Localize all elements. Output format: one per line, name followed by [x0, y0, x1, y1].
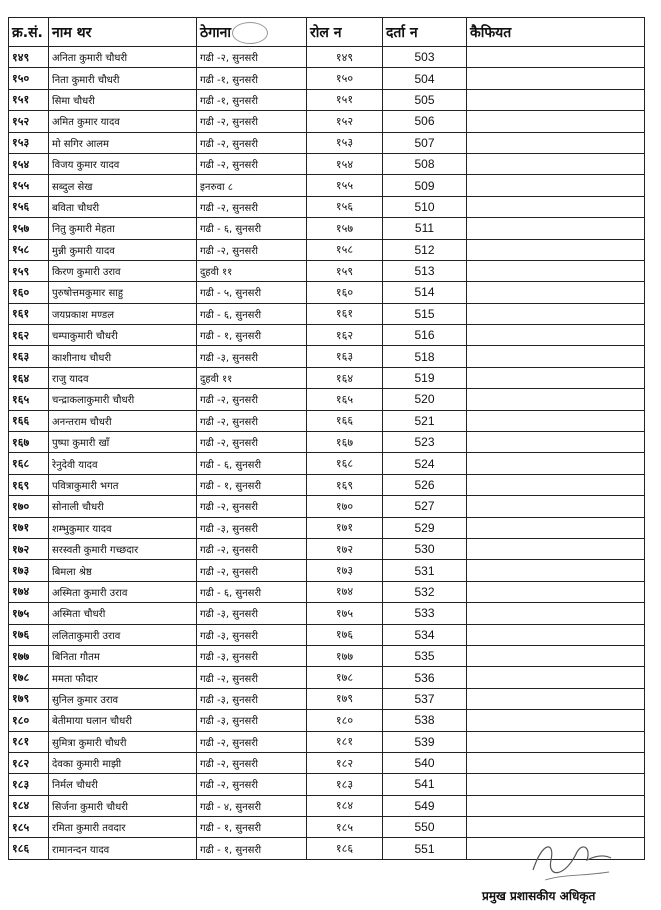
- table-header: [9, 18, 645, 47]
- name-cell: बिमला श्रेष्ठ: [49, 560, 197, 581]
- remarks-cell: [467, 603, 645, 624]
- remarks-cell: [467, 389, 645, 410]
- roll-cell: १७१: [307, 517, 383, 538]
- serial-cell: १५६: [9, 196, 49, 217]
- registration-cell: 549: [383, 795, 467, 816]
- remarks-cell: [467, 218, 645, 239]
- remarks-cell: [467, 410, 645, 431]
- serial-cell: १५४: [9, 153, 49, 174]
- signature-scribble: [525, 830, 615, 885]
- address-cell: गढी - १, सुनसरी: [197, 325, 307, 346]
- table-row: [9, 389, 645, 410]
- roll-cell: १६६: [307, 410, 383, 431]
- registration-cell: 550: [383, 817, 467, 838]
- table-row: [9, 68, 645, 89]
- registration-cell: 504: [383, 68, 467, 89]
- serial-cell: १५०: [9, 68, 49, 89]
- address-cell: गढी - ५, सुनसरी: [197, 282, 307, 303]
- name-cell: काशीनाथ चौधरी: [49, 346, 197, 367]
- remarks-cell: [467, 89, 645, 110]
- roll-cell: १७४: [307, 581, 383, 602]
- serial-cell: १६७: [9, 432, 49, 453]
- serial-cell: १५५: [9, 175, 49, 196]
- address-cell: गढी -२, सुनसरी: [197, 389, 307, 410]
- header-row: [9, 18, 645, 47]
- serial-cell: १८३: [9, 774, 49, 795]
- roll-header: रोल न: [307, 18, 383, 47]
- table-row: [9, 260, 645, 281]
- table-row: [9, 175, 645, 196]
- registration-cell: 521: [383, 410, 467, 431]
- remarks-cell: [467, 367, 645, 388]
- registration-cell: 538: [383, 710, 467, 731]
- address-cell: गढी - ६, सुनसरी: [197, 218, 307, 239]
- roll-cell: १६२: [307, 325, 383, 346]
- remarks-cell: [467, 303, 645, 324]
- roll-cell: १४९: [307, 47, 383, 68]
- serial-cell: १५३: [9, 132, 49, 153]
- registration-cell: 516: [383, 325, 467, 346]
- serial-cell: १७१: [9, 517, 49, 538]
- table-row: [9, 196, 645, 217]
- remarks-cell: [467, 517, 645, 538]
- name-cell: अस्मिता चौधरी: [49, 603, 197, 624]
- address-cell: इनरुवा ८: [197, 175, 307, 196]
- serial-cell: १८६: [9, 838, 49, 859]
- registration-cell: 514: [383, 282, 467, 303]
- serial-cell: १६३: [9, 346, 49, 367]
- serial-cell: १५७: [9, 218, 49, 239]
- remarks-cell: [467, 239, 645, 260]
- name-cell: रामानन्दन यादव: [49, 838, 197, 859]
- roll-cell: १८१: [307, 731, 383, 752]
- roll-cell: १५६: [307, 196, 383, 217]
- table-row: [9, 667, 645, 688]
- registration-cell: 529: [383, 517, 467, 538]
- remarks-cell: [467, 325, 645, 346]
- table-row: [9, 453, 645, 474]
- name-cell: देवका कुमारी माझी: [49, 752, 197, 773]
- serial-cell: १६१: [9, 303, 49, 324]
- address-cell: गढी -२, सुनसरी: [197, 560, 307, 581]
- registration-cell: 513: [383, 260, 467, 281]
- name-cell: पुरुषोत्तमकुमार साहु: [49, 282, 197, 303]
- table-row: [9, 624, 645, 645]
- table-row: [9, 560, 645, 581]
- serial-cell: १७६: [9, 624, 49, 645]
- address-cell: गढी -३, सुनसरी: [197, 710, 307, 731]
- roll-cell: १७५: [307, 603, 383, 624]
- remarks-cell: [467, 581, 645, 602]
- roll-cell: १७९: [307, 688, 383, 709]
- registration-cell: 520: [383, 389, 467, 410]
- address-cell: गढी -२, सुनसरी: [197, 538, 307, 559]
- remarks-cell: [467, 153, 645, 174]
- table-row: [9, 731, 645, 752]
- registration-cell: 533: [383, 603, 467, 624]
- roll-cell: १६०: [307, 282, 383, 303]
- address-cell: गढी - १, सुनसरी: [197, 474, 307, 495]
- registration-cell: 535: [383, 645, 467, 666]
- roll-cell: १६१: [307, 303, 383, 324]
- remarks-cell: [467, 795, 645, 816]
- roll-cell: १५४: [307, 153, 383, 174]
- roll-cell: १५०: [307, 68, 383, 89]
- roll-cell: १५७: [307, 218, 383, 239]
- serial-cell: १७२: [9, 538, 49, 559]
- name-cell: रमिता कुमारी तवदार: [49, 817, 197, 838]
- address-cell: गढी -२, सुनसरी: [197, 752, 307, 773]
- name-header: नाम थर: [49, 18, 197, 47]
- table-row: [9, 432, 645, 453]
- registration-cell: 509: [383, 175, 467, 196]
- registration-cell: 519: [383, 367, 467, 388]
- remarks-cell: [467, 667, 645, 688]
- table-row: [9, 517, 645, 538]
- address-cell: गढी -२, सुनसरी: [197, 432, 307, 453]
- roll-cell: १६८: [307, 453, 383, 474]
- serial-cell: १८४: [9, 795, 49, 816]
- registration-cell: 527: [383, 496, 467, 517]
- remarks-cell: [467, 175, 645, 196]
- address-cell: गढी -२, सुनसरी: [197, 496, 307, 517]
- registration-cell: 523: [383, 432, 467, 453]
- serial-cell: १७५: [9, 603, 49, 624]
- signature-caption: प्रमुख प्रशासकीय अधिकृत: [482, 889, 596, 903]
- serial-cell: १७८: [9, 667, 49, 688]
- roll-cell: १५९: [307, 260, 383, 281]
- table-row: [9, 538, 645, 559]
- registration-cell: 536: [383, 667, 467, 688]
- candidate-table: [8, 17, 645, 860]
- address-cell: गढी -२, सुनसरी: [197, 196, 307, 217]
- roll-cell: १५५: [307, 175, 383, 196]
- address-cell: गढी -२, सुनसरी: [197, 47, 307, 68]
- table-row: [9, 153, 645, 174]
- table-row: [9, 581, 645, 602]
- name-cell: मो सगिर आलम: [49, 132, 197, 153]
- name-cell: सुनिल कुमार उराव: [49, 688, 197, 709]
- remarks-cell: [467, 260, 645, 281]
- remarks-cell: [467, 346, 645, 367]
- name-cell: ममता फौदार: [49, 667, 197, 688]
- address-cell: गढी -३, सुनसरी: [197, 645, 307, 666]
- address-cell: गढी -२, सुनसरी: [197, 774, 307, 795]
- serial-cell: १८५: [9, 817, 49, 838]
- roll-cell: १७६: [307, 624, 383, 645]
- registration-cell: 506: [383, 111, 467, 132]
- name-cell: सरस्वती कुमारी गच्छदार: [49, 538, 197, 559]
- serial-cell: १७४: [9, 581, 49, 602]
- roll-cell: १८४: [307, 795, 383, 816]
- serial-cell: १८०: [9, 710, 49, 731]
- table-row: [9, 111, 645, 132]
- name-cell: बविता चौधरी: [49, 196, 197, 217]
- address-cell: गढी -३, सुनसरी: [197, 517, 307, 538]
- roll-cell: १६७: [307, 432, 383, 453]
- address-cell: गढी -२, सुनसरी: [197, 239, 307, 260]
- registration-cell: 539: [383, 731, 467, 752]
- roll-cell: १८५: [307, 817, 383, 838]
- registration-cell: 534: [383, 624, 467, 645]
- registration-cell: 531: [383, 560, 467, 581]
- registration-cell: 551: [383, 838, 467, 859]
- serial-cell: १६६: [9, 410, 49, 431]
- roll-cell: १६३: [307, 346, 383, 367]
- address-cell: गढी - ६, सुनसरी: [197, 303, 307, 324]
- serial-cell: १७९: [9, 688, 49, 709]
- roll-cell: १७८: [307, 667, 383, 688]
- remarks-cell: [467, 538, 645, 559]
- serial-cell: १८१: [9, 731, 49, 752]
- table-row: [9, 710, 645, 731]
- remarks-cell: [467, 560, 645, 581]
- serial-cell: १६५: [9, 389, 49, 410]
- registration-cell: 512: [383, 239, 467, 260]
- address-cell: गढी - ६, सुनसरी: [197, 453, 307, 474]
- table-row: [9, 645, 645, 666]
- registration-cell: 541: [383, 774, 467, 795]
- serial-cell: १६०: [9, 282, 49, 303]
- remarks-cell: [467, 68, 645, 89]
- name-cell: जयप्रकाश मण्डल: [49, 303, 197, 324]
- name-cell: सिर्जना कुमारी चौधरी: [49, 795, 197, 816]
- serial-cell: १६८: [9, 453, 49, 474]
- remarks-cell: [467, 474, 645, 495]
- address-cell: गढी -१, सुनसरी: [197, 89, 307, 110]
- table-row: [9, 367, 645, 388]
- address-cell: गढी -३, सुनसरी: [197, 624, 307, 645]
- name-cell: निर्मल चौधरी: [49, 774, 197, 795]
- name-cell: अमित कुमार यादव: [49, 111, 197, 132]
- name-cell: ललिताकुमारी उराव: [49, 624, 197, 645]
- serial-cell: १७०: [9, 496, 49, 517]
- address-cell: गढी -१, सुनसरी: [197, 68, 307, 89]
- table-row: [9, 474, 645, 495]
- roll-cell: १५८: [307, 239, 383, 260]
- name-cell: सब्दुल सेख: [49, 175, 197, 196]
- table-row: [9, 47, 645, 68]
- table-row: [9, 346, 645, 367]
- roll-cell: १८२: [307, 752, 383, 773]
- remarks-cell: [467, 432, 645, 453]
- address-cell: गढी -३, सुनसरी: [197, 688, 307, 709]
- roll-cell: १८६: [307, 838, 383, 859]
- registration-cell: 537: [383, 688, 467, 709]
- table-row: [9, 752, 645, 773]
- address-cell: गढी -२, सुनसरी: [197, 111, 307, 132]
- remarks-cell: [467, 774, 645, 795]
- remarks-cell: [467, 710, 645, 731]
- address-cell: दुहवी ११: [197, 260, 307, 281]
- roll-cell: १६५: [307, 389, 383, 410]
- registration-cell: 518: [383, 346, 467, 367]
- address-cell: गढी -२, सुनसरी: [197, 731, 307, 752]
- name-cell: बिनिता गौतम: [49, 645, 197, 666]
- name-cell: अनिता कुमारी चौधरी: [49, 47, 197, 68]
- roll-cell: १७७: [307, 645, 383, 666]
- remarks-cell: [467, 496, 645, 517]
- table-row: [9, 496, 645, 517]
- name-cell: विजय कुमार यादव: [49, 153, 197, 174]
- table-row: [9, 603, 645, 624]
- table-row: [9, 218, 645, 239]
- table-row: [9, 410, 645, 431]
- registration-cell: 511: [383, 218, 467, 239]
- remarks-cell: [467, 111, 645, 132]
- table-row: [9, 132, 645, 153]
- address-cell: गढी -२, सुनसरी: [197, 153, 307, 174]
- registration-cell: 510: [383, 196, 467, 217]
- table-row: [9, 89, 645, 110]
- name-cell: चन्द्राकलाकुमारी चौधरी: [49, 389, 197, 410]
- name-cell: सुमित्रा कुमारी चौधरी: [49, 731, 197, 752]
- document-sheet: [8, 17, 644, 860]
- serial-cell: १७३: [9, 560, 49, 581]
- table-row: [9, 325, 645, 346]
- address-cell: गढी -३, सुनसरी: [197, 346, 307, 367]
- remarks-cell: [467, 752, 645, 773]
- serial-cell: १६९: [9, 474, 49, 495]
- name-cell: मुन्नी कुमारी यादव: [49, 239, 197, 260]
- name-cell: पवित्राकुमारी भगत: [49, 474, 197, 495]
- registration-cell: 532: [383, 581, 467, 602]
- serial-cell: १६४: [9, 367, 49, 388]
- roll-cell: १६४: [307, 367, 383, 388]
- remarks-header: कैफियत: [467, 18, 645, 47]
- roll-cell: १५१: [307, 89, 383, 110]
- registration-cell: 540: [383, 752, 467, 773]
- roll-cell: १६९: [307, 474, 383, 495]
- address-cell: गढी - ६, सुनसरी: [197, 581, 307, 602]
- serial-cell: १५१: [9, 89, 49, 110]
- address-header: ठेगाना: [197, 18, 307, 47]
- roll-cell: १५३: [307, 132, 383, 153]
- name-cell: चम्पाकुमारी चौधरी: [49, 325, 197, 346]
- table-row: [9, 282, 645, 303]
- name-cell: राजु यादव: [49, 367, 197, 388]
- registration-cell: 515: [383, 303, 467, 324]
- registration-cell: 505: [383, 89, 467, 110]
- table-body: [9, 47, 645, 860]
- address-cell: गढी -३, सुनसरी: [197, 603, 307, 624]
- serial-cell: १५२: [9, 111, 49, 132]
- table-row: [9, 688, 645, 709]
- registration-cell: 530: [383, 538, 467, 559]
- name-cell: पुष्पा कुमारी खाँ: [49, 432, 197, 453]
- name-cell: अनन्तराम चौधरी: [49, 410, 197, 431]
- remarks-cell: [467, 453, 645, 474]
- registration-cell: 524: [383, 453, 467, 474]
- remarks-cell: [467, 196, 645, 217]
- roll-cell: १७३: [307, 560, 383, 581]
- table-row: [9, 303, 645, 324]
- serial-cell: १४९: [9, 47, 49, 68]
- stamp-mark: [232, 22, 268, 44]
- table-row: [9, 239, 645, 260]
- roll-cell: १७०: [307, 496, 383, 517]
- serial-header: क्र.सं.: [9, 18, 49, 47]
- address-cell: गढी -२, सुनसरी: [197, 132, 307, 153]
- name-cell: सोनाली चौधरी: [49, 496, 197, 517]
- name-cell: शम्भुकुमार यादव: [49, 517, 197, 538]
- registration-cell: 507: [383, 132, 467, 153]
- roll-cell: १५२: [307, 111, 383, 132]
- name-cell: निता कुमारी चौधरी: [49, 68, 197, 89]
- roll-cell: १७२: [307, 538, 383, 559]
- remarks-cell: [467, 624, 645, 645]
- registration-cell: 526: [383, 474, 467, 495]
- table-row: [9, 795, 645, 816]
- roll-cell: १८३: [307, 774, 383, 795]
- remarks-cell: [467, 47, 645, 68]
- remarks-cell: [467, 132, 645, 153]
- serial-cell: १५८: [9, 239, 49, 260]
- name-cell: बेतीमाया घलान चौधरी: [49, 710, 197, 731]
- remarks-cell: [467, 731, 645, 752]
- remarks-cell: [467, 688, 645, 709]
- serial-cell: १६२: [9, 325, 49, 346]
- serial-cell: १५९: [9, 260, 49, 281]
- registration-cell: 508: [383, 153, 467, 174]
- name-cell: नितु कुमारी मेहता: [49, 218, 197, 239]
- serial-cell: १८२: [9, 752, 49, 773]
- address-cell: गढी - ४, सुनसरी: [197, 795, 307, 816]
- address-cell: गढी - १, सुनसरी: [197, 838, 307, 859]
- address-cell: दुहवी ११: [197, 367, 307, 388]
- registration-header: दर्ता न: [383, 18, 467, 47]
- remarks-cell: [467, 645, 645, 666]
- address-cell: गढी -२, सुनसरी: [197, 667, 307, 688]
- serial-cell: १७७: [9, 645, 49, 666]
- registration-cell: 503: [383, 47, 467, 68]
- address-cell: गढी - १, सुनसरी: [197, 817, 307, 838]
- name-cell: रेनुदेवी यादव: [49, 453, 197, 474]
- remarks-cell: [467, 282, 645, 303]
- name-cell: किरण कुमारी उराव: [49, 260, 197, 281]
- roll-cell: १८०: [307, 710, 383, 731]
- name-cell: अस्मिता कुमारी उराव: [49, 581, 197, 602]
- name-cell: सिमा चौधरी: [49, 89, 197, 110]
- address-cell: गढी -२, सुनसरी: [197, 410, 307, 431]
- table-row: [9, 774, 645, 795]
